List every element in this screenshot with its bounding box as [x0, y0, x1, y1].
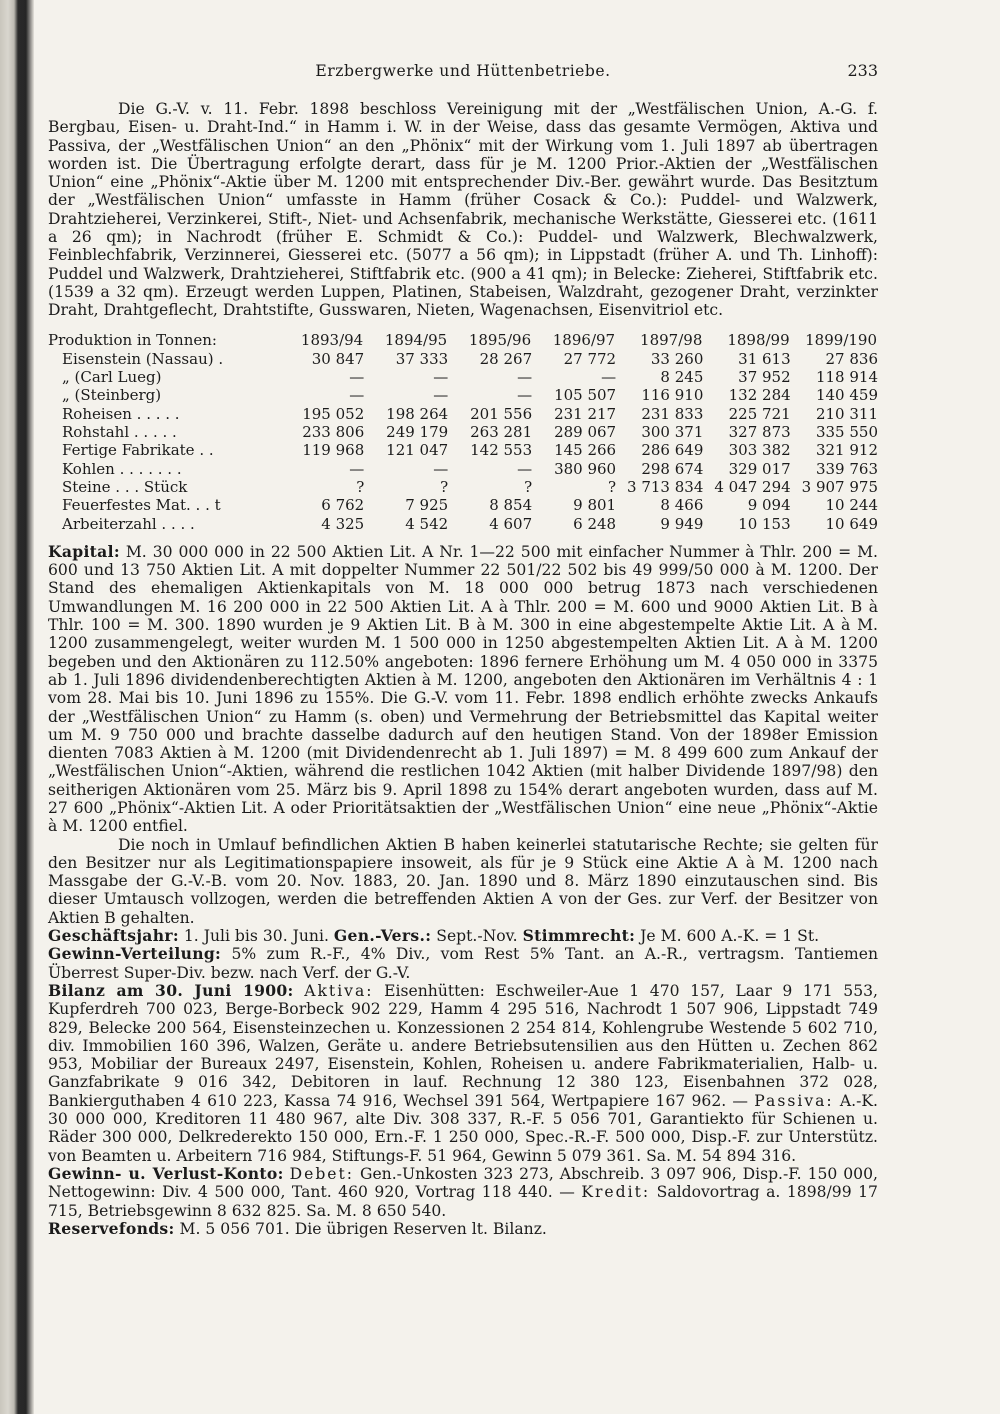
production-cell: 327 873: [728, 423, 791, 442]
production-row-label: „ (Carl Lueg): [62, 368, 162, 387]
production-cell: ?: [356, 477, 365, 496]
production-row-label: Fertige Fabrikate . .: [62, 441, 214, 460]
production-cell: 335 550: [815, 423, 878, 442]
production-cell: 231 217: [554, 404, 617, 423]
production-cell: 321 912: [815, 441, 878, 460]
production-cell: —: [517, 368, 533, 387]
production-row-label: „ (Steinberg): [62, 386, 162, 405]
production-cell: 380 960: [554, 459, 617, 478]
production-cell: 27 836: [825, 349, 878, 368]
production-cell: 31 613: [738, 349, 791, 368]
gewinn-verteilung-paragraph: [48, 945, 878, 982]
production-cell: 303 382: [728, 441, 791, 460]
production-cell: 4 325: [321, 514, 365, 533]
production-cell: 8 466: [660, 496, 704, 515]
gewinn-verteilung-label: Gewinn-Verteilung:: [48, 944, 222, 964]
production-cell: 30 847: [311, 349, 365, 368]
page-header: [48, 62, 878, 88]
production-cell: 9 094: [747, 496, 791, 515]
production-heading: Produktion in Tonnen:: [48, 330, 217, 349]
kapital-label: Kapital:: [48, 541, 120, 561]
production-cell: 6 248: [573, 514, 617, 533]
production-cell: —: [517, 459, 533, 478]
production-row: [48, 423, 878, 441]
year-col: 1894/95: [384, 330, 448, 349]
production-row-label: Feuerfestes Mat. . . t: [62, 496, 221, 515]
production-cell: 289 067: [554, 423, 617, 442]
production-row-label: Eisenstein (Nassau) .: [62, 349, 224, 368]
production-cell: 198 264: [386, 404, 449, 423]
production-cell: 9 949: [660, 514, 704, 533]
production-row: [48, 386, 878, 404]
production-cell: 118 914: [815, 368, 878, 387]
aktiva-label: Aktiva:: [304, 981, 374, 1000]
gewinn-verteilung-text: 5% zum R.-F., 4% Div., vom Rest 5% Tant. an A.-R., vertragsm. Tantiemen Überrest Super-Div. bezw. nach Verf. der G.-V.: [48, 945, 878, 982]
production-row-label: Roheisen . . . . .: [62, 404, 180, 423]
production-cell: ?: [608, 477, 617, 496]
reservefonds-label: Reservefonds:: [48, 1218, 175, 1238]
production-cell: 37 952: [738, 368, 791, 387]
gewinn-verlust-paragraph: [48, 1165, 878, 1220]
production-table: [48, 330, 878, 533]
production-cell: —: [601, 368, 617, 387]
production-cell: —: [433, 459, 449, 478]
reservefonds-paragraph: [48, 1220, 878, 1238]
production-cell: 7 925: [405, 496, 449, 515]
geschaeftsjahr-line: [48, 927, 878, 945]
production-cell: 6 762: [321, 496, 365, 515]
production-cell: 339 763: [815, 459, 878, 478]
production-cell: 121 047: [386, 441, 449, 460]
debet-label: Debet:: [289, 1164, 355, 1183]
production-cell: —: [349, 386, 365, 405]
production-row-label: Rohstahl . . . . .: [62, 423, 177, 442]
production-cell: ?: [524, 477, 533, 496]
production-cell: 132 284: [728, 386, 791, 405]
production-row: [48, 460, 878, 478]
production-cell: 116 910: [641, 386, 704, 405]
production-row: [48, 405, 878, 423]
production-cell: 145 266: [554, 441, 617, 460]
running-title: Erzbergwerke und Hüttenbetriebe.: [315, 62, 611, 80]
production-row-label: Kohlen . . . . . . .: [62, 459, 182, 478]
production-cell: 3 713 834: [627, 477, 704, 496]
production-row-label: Steine . . . Stück: [62, 477, 188, 496]
year-col: 1898/99: [727, 330, 790, 349]
production-cell: 329 017: [728, 459, 791, 478]
production-cell: 142 553: [470, 441, 533, 460]
production-row: [48, 496, 878, 514]
passiva-text: A.-K. 30 000 000, Kreditoren 11 480 967, alte Div. 308 337, R.-F. 5 056 701, Garantiekto für Schienen u. Räder 300 000, Delkrederekto 150 000, Ern.-F. 1 250 000, Spec.-R.-F. 500 000, Disp.-F. zur Unterstütz. von Beamten u. Arbeitern 716 984, Stiftungs-F. 51 964, Gewinn 5 079 361. Sa. M. 54 894 316.: [48, 1091, 878, 1165]
stimmrecht-text: Je M. 600 A.-K. = 1 St.: [640, 927, 820, 946]
production-cell: 37 333: [395, 349, 449, 368]
production-cell: 105 507: [554, 386, 617, 405]
production-cell: 201 556: [470, 404, 533, 423]
production-cell: 140 459: [815, 386, 878, 405]
production-header-row: [48, 330, 878, 350]
production-cell: 3 907 975: [801, 477, 878, 496]
document-page: [48, 62, 878, 1238]
production-cell: 10 153: [738, 514, 791, 533]
intro-paragraph: Die G.-V. v. 11. Febr. 1898 beschloss Vereinigung mit der „Westfälischen Union, A.-G. f. Bergbau, Eisen- u. Draht-Ind.“ in Hamm i. W. in der Weise, dass das gesamte Vermögen, Aktiva und Passiva, der „Westfälischen Union“ an den „Phönix“ mit der Wirkung vom 1. Juli 1897 ab übertragen worden ist. Die Übertragung erfolgte derart, dass für je M. 1200 Prior.-Aktien der „Westfälischen Union“ eine „Phönix“-Aktie über M. 1200 mit entsprechender Div.-Ber. gewährt wurde. Das Besitztum der „Westfälischen Union“ umfasste in Hamm (früher Cosack & Co.): Puddel- und Walzwerk, Drahtzieherei, Verzinkerei, Stift-, Niet- und Achsenfabrik, mechanische Werkstätte, Giesserei etc. (1611 a 26 qm); in Nachrodt (früher E. Schmidt & Co.): Puddel- und Walzwerk, Blechwalzwerk, Feinblechfabrik, Verzinnerei, Giesserei etc. (5077 a 56 qm); in Lippstadt (früher A. und Th. Linhoff): Puddel und Walzwerk, Drahtzieherei, Stiftfabrik etc. (900 a 41 qm); in Belecke: Zieherei, Stiftfabrik etc. (1539 a 32 qm). Erzeugt werden Luppen, Platinen, Stabeisen, Walzdraht, gezogener Draht, verzinkter Draht, Drahtgeflecht, Drahtstifte, Gusswaren, Nieten, Wagenachsen, Eisenvitriol etc.: [48, 100, 878, 320]
production-row-label: Arbeiterzahl . . . .: [62, 514, 195, 533]
kapital-paragraph-2: Die noch in Umlauf befindlichen Aktien B haben keinerlei statutarische Rechte; sie gelten für den Besitzer nur als Legitimationspapiere insoweit, als für je 9 Stück eine Aktie A à M. 1200 nach Massgabe der G.-V.-B. vom 20. Nov. 1883, 20. Jan. 1890 und 8. März 1890 einzutauschen sind. Bis dieser Umtausch vollzogen, werden die betreffenden Aktien A von der Ges. zur Verf. der Besitzer von Aktien B gehalten.: [48, 835, 878, 927]
production-cell: 8 245: [660, 368, 704, 387]
production-cell: —: [349, 459, 365, 478]
production-row: [48, 441, 878, 459]
reservefonds-text: M. 5 056 701. Die übrigen Reserven lt. Bilanz.: [179, 1219, 547, 1238]
production-cell: 4 047 294: [714, 477, 791, 496]
passiva-label: Passiva:: [754, 1091, 834, 1110]
kapital-paragraph: [48, 543, 878, 836]
kredit-text: Saldovortrag a. 1898/99 17 715, Betriebsgewinn 8 632 825. Sa. M. 8 650 540.: [48, 1183, 878, 1220]
production-cell: —: [433, 386, 449, 405]
production-cell: 298 674: [641, 459, 704, 478]
production-row: [48, 515, 878, 533]
production-row: [48, 350, 878, 368]
geschaeftsjahr-label: Geschäftsjahr:: [48, 926, 179, 946]
production-row: [48, 368, 878, 386]
production-cell: 27 772: [563, 349, 617, 368]
geschaeftsjahr-text: 1. Juli bis 30. Juni.: [183, 927, 329, 946]
debet-text: Gen.-Unkosten 323 273, Abschreib. 3 097 906, Disp.-F. 150 000, Nettogewinn: Div. 4 500 000, Tant. 460 920, Vortrag 118 440. —: [48, 1164, 878, 1202]
production-cell: 119 968: [302, 441, 365, 460]
production-cell: 286 649: [641, 441, 704, 460]
year-col: 1895/96: [468, 330, 532, 349]
production-cell: ?: [440, 477, 449, 496]
kapital-text: M. 30 000 000 in 22 500 Aktien Lit. A Nr. 1—22 500 mit einfacher Nummer à Thlr. 200 = M. 600 und 13 750 Aktien Lit. A mit doppelter Nummer 22 501/22 502 bis 49 999/50 000 à M. 1200. Der Stand des ehemaligen Aktienkapitals von M. 18 000 000 betrug 1873 nach verschiedenen Umwandlungen M. 16 200 000 in 22 500 Aktien Lit. A à Thlr. 200 = M. 600 und 9000 Aktien Lit. B à Thlr. 100 = M. 300. 1890 wurden je 9 Aktien Lit. B à M. 300 in eine abgestempelte Aktie Lit. A à M. 1200 zusammengelegt, weiter wurden M. 1 500 000 in 1250 abgestempelten Aktien Lit. A à M. 1200 begeben und den Aktionären zu 112.50% angeboten: 1896 fernere Erhöhung um M. 4 050 000 in 3375 ab 1. Juli 1896 dividendenberechtigten Aktien à M. 1200, angeboten den Aktionären im Verhältnis 4 : 1 vom 28. Mai bis 10. Juni 1896 zu 155%. Die G.-V. vom 11. Febr. 1898 endlich erhöhte zwecks Ankaufs der „Westfälischen Union“ zu Hamm (s. oben) und Vermehrung der Betriebsmittel das Kapital weiter um M. 9 750 000 und brachte dasselbe dadurch auf den heutigen Stand. Von der 1898er Emission dienten 7083 Aktien à M. 1200 (mit Dividendenrecht ab 1. Juli 1897) = M. 8 499 600 zum Ankauf der „Westfälischen Union“-Aktien, während die restlichen 1042 Aktien (mit halber Dividende 1897/98) den seitherigen Aktionären vom 25. März bis 9. April 1898 zu 154% derart angeboten wurden, dass auf M. 27 600 „Phönix“-Aktien Lit. A oder Prioritätsaktien der „Westfälischen Union“ eine neue „Phönix“-Aktie à M. 1200 entfiel.: [48, 542, 878, 836]
production-cell: —: [349, 368, 365, 387]
production-cell: 263 281: [470, 423, 533, 442]
year-col: 1893/94: [300, 330, 364, 349]
year-col: 1897/98: [640, 330, 703, 349]
production-cell: 249 179: [386, 423, 449, 442]
aktiva-text: Eisenhütten: Eschweiler-Aue 1 470 157, Laar 9 171 553, Kupferdreh 700 023, Berge-Borbeck 902 229, Hamm 4 295 516, Nachrodt 1 507 906, Lippstadt 749 829, Belecke 200 564, Eisensteinzechen u. Konzessionen 2 254 814, Kohlengrube Westende 5 602 710, div. Immobilien 160 396, Walzen, Geräte u. andere Betriebsutensilien aus den Hütten u. Zechen 862 953, Mobiliar der Bureaux 2497, Eisenstein, Kohlen, Roheisen u. andere Fabrikmaterialien, Halb- u. Ganzfabrikate 9 016 342, Debitoren in lauf. Rechnung 12 380 123, Eisenbahnen 372 028, Bankierguthaben 4 610 223, Kassa 74 916, Wechsel 391 564, Wertpapiere 167 962. —: [48, 981, 879, 1110]
production-cell: 4 607: [489, 514, 533, 533]
gen-vers-label: Gen.-Vers.:: [333, 926, 432, 946]
production-cell: 231 833: [641, 404, 704, 423]
production-cell: 210 311: [815, 404, 878, 423]
book-binding-edge: [0, 0, 34, 1414]
production-cell: 233 806: [302, 423, 365, 442]
production-row: [48, 478, 878, 496]
production-cell: 28 267: [479, 349, 533, 368]
production-cell: 300 371: [641, 423, 704, 442]
production-cell: 9 801: [573, 496, 617, 515]
year-col: 1899/190: [805, 330, 877, 349]
production-cell: 195 052: [302, 404, 365, 423]
bilanz-paragraph: [48, 982, 878, 1165]
production-cell: —: [433, 368, 449, 387]
bilanz-label: Bilanz am 30. Juni 1900:: [48, 980, 294, 1000]
production-cell: 33 260: [650, 349, 704, 368]
page-number: 233: [847, 61, 878, 80]
production-cell: 225 721: [728, 404, 791, 423]
stimmrecht-label: Stimmrecht:: [522, 926, 636, 946]
production-cell: 4 542: [405, 514, 449, 533]
production-cell: 10 244: [825, 496, 878, 515]
year-col: 1896/97: [552, 330, 616, 349]
gen-vers-text: Sept.-Nov.: [436, 927, 518, 946]
gewinn-verlust-label: Gewinn- u. Verlust-Konto:: [48, 1163, 284, 1183]
production-cell: 8 854: [489, 496, 533, 515]
production-cell: 10 649: [825, 514, 878, 533]
production-cell: —: [517, 386, 533, 405]
kredit-label: Kredit:: [581, 1183, 651, 1202]
